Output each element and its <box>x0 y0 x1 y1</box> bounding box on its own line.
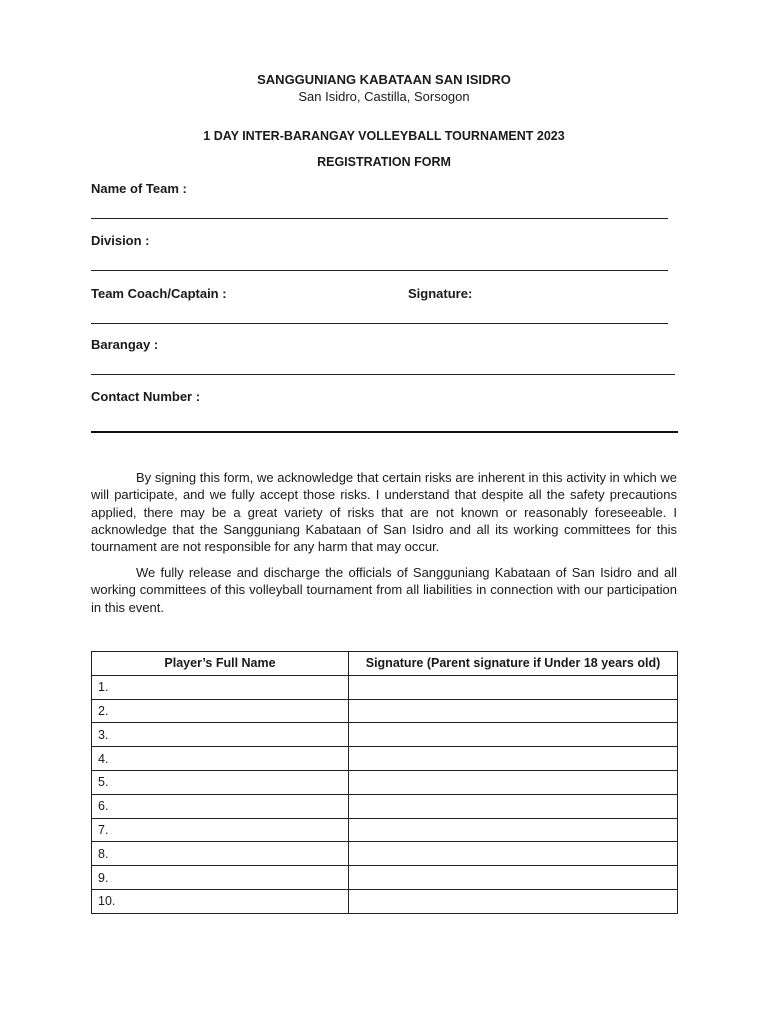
player-signature-cell[interactable] <box>349 770 678 794</box>
table-row <box>92 675 678 699</box>
organization-address: San Isidro, Castilla, Sorsogon <box>298 89 470 104</box>
contact-number-label: Contact Number : <box>91 389 201 404</box>
player-name-cell[interactable]: 6. <box>92 794 349 818</box>
player-signature-cell[interactable] <box>349 889 678 913</box>
player-name-cell[interactable]: 1. <box>92 675 349 699</box>
coach-signature-line[interactable] <box>91 323 668 324</box>
player-name-cell[interactable]: 10. <box>92 889 349 913</box>
player-name-cell[interactable]: 2. <box>92 699 349 723</box>
table-row <box>92 818 678 842</box>
player-name-header: Player’s Full Name <box>92 652 349 676</box>
signature-label: Signature: <box>408 286 473 301</box>
team-name-label: Name of Team : <box>91 181 187 196</box>
player-name-cell[interactable]: 5. <box>92 770 349 794</box>
player-name-cell[interactable]: 7. <box>92 818 349 842</box>
player-signature-cell[interactable] <box>349 699 678 723</box>
contact-number-line[interactable] <box>91 431 678 433</box>
table-header-row <box>92 652 678 676</box>
table-row <box>92 842 678 866</box>
table-row <box>92 747 678 771</box>
event-title: 1 DAY INTER-BARANGAY VOLLEYBALL TOURNAMENT 2023 <box>203 129 565 143</box>
table-row <box>92 723 678 747</box>
table-row <box>92 794 678 818</box>
waiver-paragraph-2: We fully release and discharge the officials of Sangguniang Kabataan of San Isidro and all working committees of this volleyball tournament from all liabilities in connection with our participation in this event. <box>91 565 677 615</box>
division-label: Division : <box>91 233 150 248</box>
division-line[interactable] <box>91 270 668 271</box>
barangay-line[interactable] <box>91 374 675 375</box>
table-row <box>92 770 678 794</box>
player-signature-cell[interactable] <box>349 794 678 818</box>
table-row <box>92 699 678 723</box>
organization-name: SANGGUNIANG KABATAAN SAN ISIDRO <box>257 72 511 87</box>
player-name-cell[interactable]: 3. <box>92 723 349 747</box>
player-signature-cell[interactable] <box>349 842 678 866</box>
player-name-cell[interactable]: 8. <box>92 842 349 866</box>
waiver-paragraph-1: By signing this form, we acknowledge that certain risks are inherent in this activity in which we will participate, and we fully accept those risks. I understand that despite all the safety precautions applied, there may be a great variety of risks that are not known or reasonably foreseeable. I acknowledge that the Sangguniang Kabataan of San Isidro and all its working committees for this tournament are not responsible for any harm that may occur. <box>91 470 677 555</box>
coach-label: Team Coach/Captain : <box>91 286 227 301</box>
player-name-cell[interactable]: 4. <box>92 747 349 771</box>
barangay-label: Barangay : <box>91 337 159 352</box>
form-title: REGISTRATION FORM <box>317 155 451 169</box>
table-row <box>92 866 678 890</box>
team-name-line[interactable] <box>91 218 668 219</box>
table-row <box>92 889 678 913</box>
player-signature-cell[interactable] <box>349 818 678 842</box>
player-signature-cell[interactable] <box>349 723 678 747</box>
player-name-cell[interactable]: 9. <box>92 866 349 890</box>
player-signature-cell[interactable] <box>349 866 678 890</box>
player-signature-cell[interactable] <box>349 675 678 699</box>
player-signature-cell[interactable] <box>349 747 678 771</box>
players-table <box>91 651 678 914</box>
signature-header: Signature (Parent signature if Under 18 years old) <box>349 652 678 676</box>
